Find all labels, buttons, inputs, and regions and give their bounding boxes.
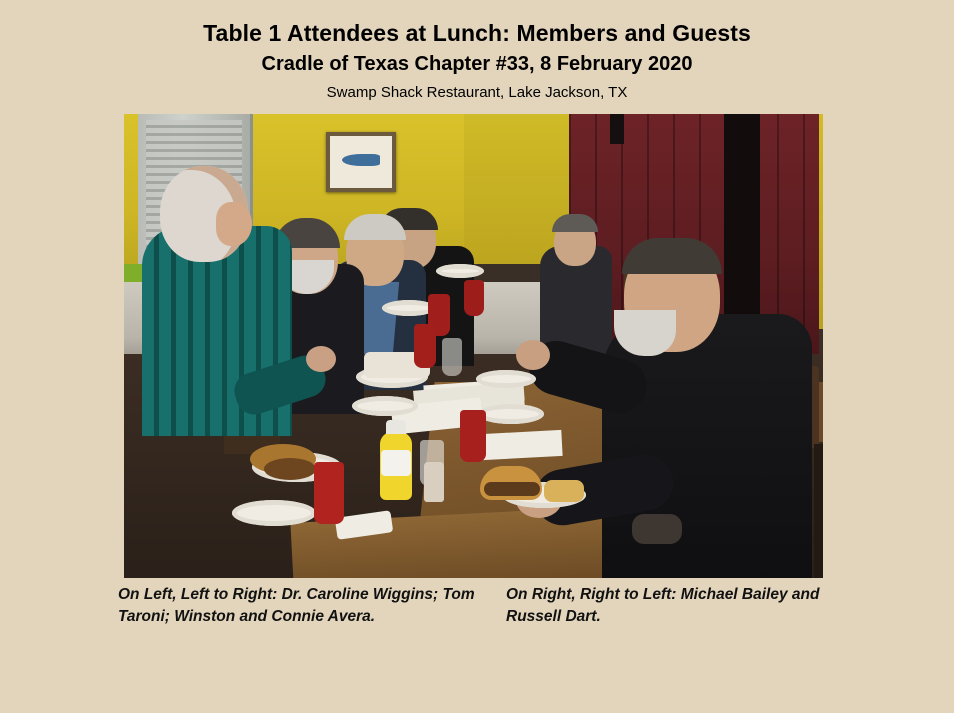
hanging-lamp (610, 114, 624, 144)
plate (436, 264, 484, 278)
drink-cup (460, 410, 486, 462)
food-portion (264, 458, 316, 480)
title-block (0, 0, 954, 101)
salt-shaker (424, 462, 444, 502)
bottle-cap (386, 420, 406, 434)
dark-background-right (814, 444, 823, 578)
plate (232, 500, 316, 526)
chips (544, 480, 584, 502)
person-hand (306, 346, 336, 372)
page-subtitle: Cradle of Texas Chapter #33, 8 February 2020 (261, 52, 693, 75)
paper-on-table (481, 430, 562, 460)
lunch-photo (124, 114, 823, 578)
drink-cup (414, 324, 436, 368)
caption-right: On Right, Right to Left: Michael Bailey and Russell Dart. (506, 586, 820, 625)
person-face (216, 202, 252, 246)
yellow-wall-right (819, 114, 823, 329)
framed-fish-picture (326, 132, 396, 192)
bottle-label (381, 450, 411, 476)
page-title: Table 1 Attendees at Lunch: Members and Guests (203, 20, 751, 46)
mustard-bottle (380, 432, 412, 500)
plate (476, 370, 536, 388)
burger-patty (484, 482, 540, 496)
photo-scene (124, 114, 823, 578)
page-venue: Swamp Shack Restaurant, Lake Jackson, TX (326, 83, 628, 101)
water-glass (442, 338, 462, 376)
drink-cup (464, 280, 484, 316)
plate (352, 396, 418, 416)
caption-left: On Left, Left to Right: Dr. Caroline Wiggins; Tom Taroni; Winston and Connie Avera. (118, 586, 475, 625)
fish-icon (342, 154, 380, 166)
drink-cup (314, 462, 344, 524)
person-hand (516, 340, 550, 370)
person-tattoo (632, 514, 682, 544)
plate (478, 404, 544, 424)
